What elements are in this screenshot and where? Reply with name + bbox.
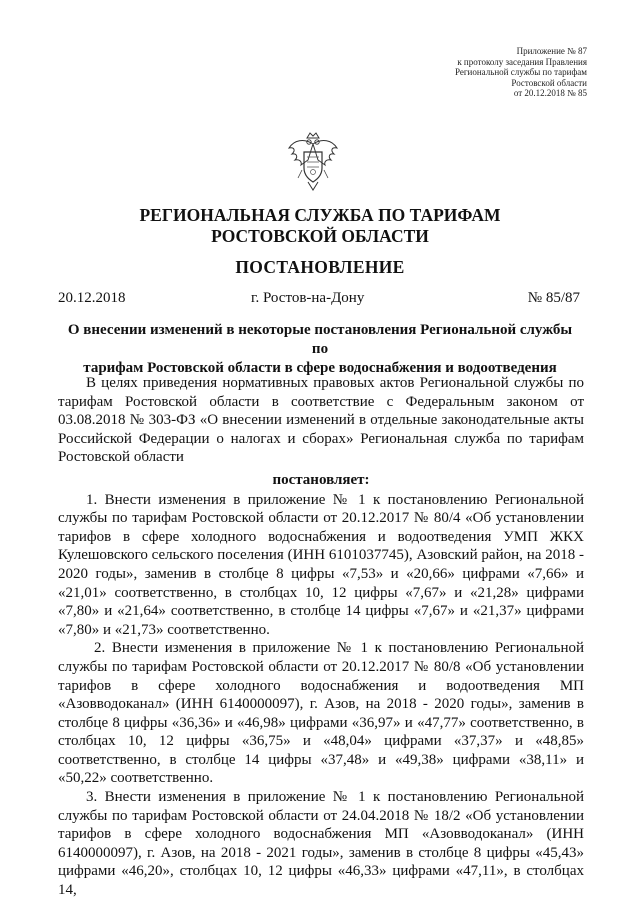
subject-line: О внесении изменений в некоторые постановления Региональной службы по <box>67 322 573 357</box>
document-city: г. Ростов-на-Дону <box>251 290 365 306</box>
organization-name <box>60 205 580 247</box>
annex-line: Ростовской области <box>511 77 587 88</box>
item-1-paragraph: 1. Внести изменения в приложение № 1 к постановлению Региональной службы по тарифам Ростовской области от 20.12.2017 № 80/4 «Об установлении тарифов в сфере холодного водоснабжения и водоотведения УМП ЖКХ Кулешовского сельского поселения (ИНН 6101037745), Азовский район, на 2018 - 2020 годы», заменив в столбце 8 цифры «7,53» и «20,66» цифрами «7,66» и «21,01» соответственно, в столбцах 10, 12 цифры «7,67» и «21,28» цифрами «7,80» и «21,64» соответственно, в столбце 14 цифры «7,67» и «21,37» цифрами «7,80» и «21,73» соответственно. <box>58 491 584 638</box>
subject-line: тарифам Ростовской области в сфере водоснабжения и водоотведения <box>83 360 557 376</box>
intro-paragraph: В целях приведения нормативных правовых актов Региональной службы по тарифам Ростовской области в соответствие с Федеральным законом от 03.08.2018 № 303-ФЗ «О внесении изменений в отдельные законодательные акты Российской Федерации о налогах и сборах» Региональная служба по тарифам Ростовской области <box>58 375 584 466</box>
annex-line: Приложение № 87 <box>516 46 587 56</box>
annex-line: от 20.12.2018 № 85 <box>513 88 587 98</box>
annex-line: Региональной службы по тарифам <box>454 67 587 77</box>
annex-note <box>367 46 587 99</box>
org-line: РЕГИОНАЛЬНАЯ СЛУЖБА ПО ТАРИФАМ <box>139 205 501 225</box>
coat-of-arms-icon <box>286 130 340 192</box>
document-subject <box>58 321 582 378</box>
document-meta <box>58 290 580 310</box>
document-number: № 85/87 <box>527 290 580 306</box>
document-date: 20.12.2018 <box>58 290 126 306</box>
document-body <box>58 374 584 900</box>
org-line: РОСТОВСКОЙ ОБЛАСТИ <box>211 226 429 246</box>
decree-word: постановляет: <box>272 471 370 488</box>
item-3-paragraph: 3. Внести изменения в приложение № 1 к постановлению Региональной службы по тарифам Ростовской области от 24.04.2018 № 18/2 «Об установлении тарифов в сфере холодного водоснабжения МП «Азовводоканал» (ИНН 6140000097), г. Азов, на 2018 - 2021 годы», заменив в столбце 8 цифры «45,43» цифрами «46,20», столбцах 10, 12 цифры «46,33» цифрами «47,11», в столбцах 14, <box>58 789 584 899</box>
annex-line: к протоколу заседания Правления <box>457 56 587 67</box>
item-2-paragraph: 2. Внести изменения в приложение № 1 к постановлению Региональной службы по тарифам Ростовской области от 20.12.2017 № 80/8 «Об установлении тарифов в сфере холодного водоснабжения и водоотведения МП «Азовводоканал» (ИНН 6140000097), г. Азов, на 2018 - 2020 годы», заменив в столбце 8 цифры «36,36» и «46,98» цифрами «36,97» и «47,77» соответственно, в столбцах 10, 12 цифры «36,75» и «48,04» цифрами «37,37» и «48,85» соответственно, в столбце 14 цифры «37,48» и «49,38» цифрами «38,11» и «50,22» соответственно. <box>58 640 584 787</box>
document-type: ПОСТАНОВЛЕНИЕ <box>235 257 405 277</box>
